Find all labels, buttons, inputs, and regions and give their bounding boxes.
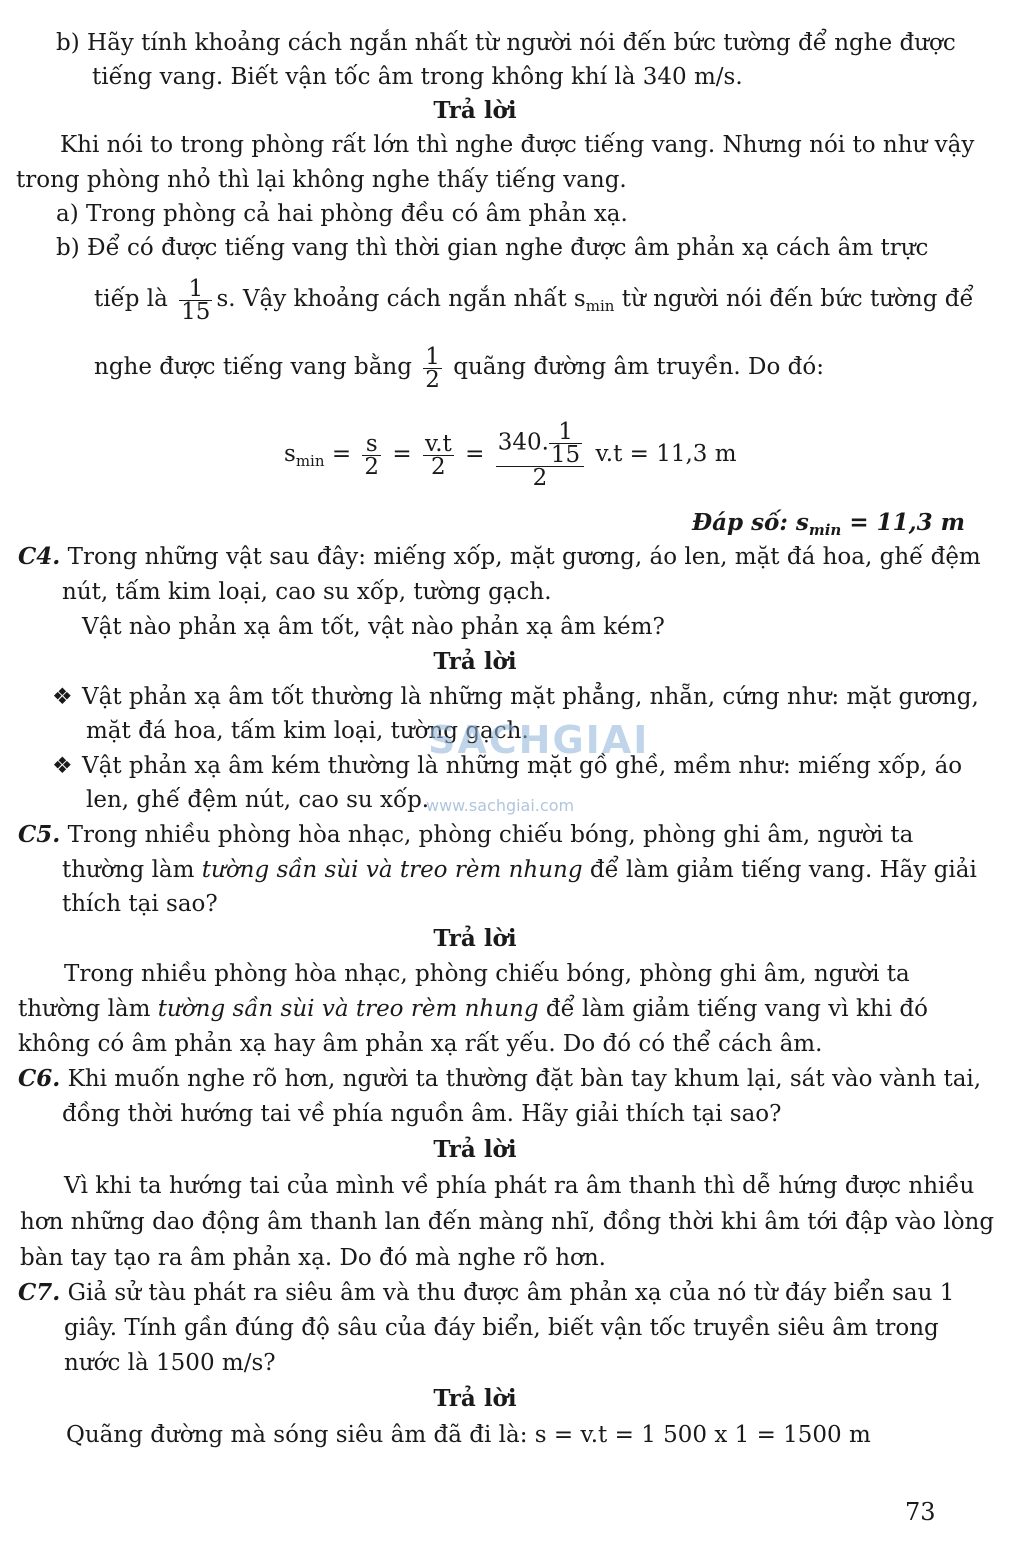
- answer-value: = 11,3 m: [841, 509, 965, 536]
- c6-answer-line-1: Vì khi ta hướng tai của mình về phía phát ra âm thanh thì dễ hứng được nhiều: [64, 1173, 975, 1199]
- c6-line-2: đồng thời hướng tai về phía nguồn âm. Hãy giải thích tại sao?: [62, 1101, 782, 1127]
- text-segment: để làm giảm tiếng vang. Hãy giải: [582, 857, 977, 883]
- fraction-inner: [549, 421, 582, 466]
- numerator-value: 340.: [497, 429, 549, 456]
- question-text: Giả sử tàu phát ra siêu âm và thu được âm phản xạ của nó từ đáy biển sau 1: [67, 1280, 955, 1306]
- diamond-bullet-icon: ❖: [52, 753, 73, 779]
- fraction-one-half: [423, 343, 442, 393]
- fraction-numerator: [496, 421, 585, 467]
- fraction-numerator: s: [362, 433, 381, 456]
- question-label: C7.: [18, 1279, 61, 1306]
- c4-line-3: Vật nào phản xạ âm tốt, vật nào phản xạ âm kém?: [82, 614, 665, 640]
- equals-sign: =: [392, 441, 412, 467]
- c7-line-2: giây. Tính gần đúng độ sâu của đáy biển, biết vận tốc truyền siêu âm trong: [64, 1315, 939, 1341]
- c4-line-1: [18, 542, 981, 572]
- answer-b-line-3: [94, 340, 824, 394]
- text-segment: thường làm: [62, 857, 202, 883]
- fraction-numerator: 1: [425, 343, 440, 370]
- question-text: Trong những vật sau đây: miếng xốp, mặt gương, áo len, mặt đá hoa, ghế đệm: [67, 544, 981, 570]
- c4-line-2: nút, tấm kim loại, cao su xốp, tường gạch.: [62, 579, 552, 605]
- formula-s: s: [284, 441, 296, 467]
- equals-sign: =: [465, 441, 485, 467]
- question-text: Trong nhiều phòng hòa nhạc, phòng chiếu bóng, phòng ghi âm, người ta: [67, 822, 914, 848]
- fraction-denominator: 15: [181, 298, 211, 325]
- page-number: 73: [905, 1498, 936, 1526]
- fraction-denominator: 2: [532, 465, 548, 491]
- c5-answer-line-2: [18, 994, 928, 1024]
- bullet-text: Vật phản xạ âm kém thường là những mặt gồ ghề, mềm như: miếng xốp, áo: [82, 753, 963, 779]
- question-label: C5.: [18, 821, 61, 848]
- formula-smin: [284, 404, 737, 511]
- c4-bullet-1-line-2: mặt đá hoa, tấm kim loại, tường gạch.: [86, 718, 529, 744]
- question-b-line-2: tiếng vang. Biết vận tốc âm trong không khí là 340 m/s.: [92, 64, 743, 90]
- fraction-denominator: 2: [425, 366, 440, 393]
- question-text: Khi muốn nghe rõ hơn, người ta thường đặt bàn tay khum lại, sát vào vành tai,: [67, 1066, 982, 1092]
- text-segment: quãng đường âm truyền. Do đó:: [453, 354, 824, 380]
- answer-label: Đáp số: s: [692, 509, 809, 536]
- c4-bullet-1-line-1: [52, 682, 979, 712]
- text-segment: nghe được tiếng vang bằng: [94, 354, 412, 380]
- text-segment: tiếp là: [94, 286, 168, 312]
- fraction-numerator: 1: [179, 278, 212, 301]
- c7-line-1: [18, 1278, 954, 1308]
- answer-b-line-2: [94, 272, 974, 333]
- fraction-numeric: [496, 421, 585, 489]
- c7-answer-line-1: Quãng đường mà sóng siêu âm đã đi là: s = v.t = 1 500 x 1 = 1500 m: [66, 1422, 871, 1448]
- subscript-min: min: [585, 297, 615, 315]
- question-b-line-1: b) Hãy tính khoảng cách ngắn nhất từ người nói đến bức tường để nghe được: [56, 30, 956, 56]
- fraction-one-fifteenth: [179, 275, 212, 325]
- text-segment: từ người nói đến bức tường để: [614, 286, 974, 312]
- fraction-denominator: 2: [431, 453, 446, 480]
- c4-bullet-2-line-2: len, ghế đệm nút, cao su xốp.: [86, 787, 430, 813]
- fraction-s-over-2: [362, 430, 381, 480]
- question-label: C4.: [18, 543, 61, 570]
- answer-heading-c6: Trả lời: [433, 1136, 517, 1163]
- c5-line-1: [18, 820, 913, 850]
- fraction-vt-over-2: [423, 430, 454, 480]
- text-segment: thường làm: [18, 996, 158, 1022]
- sachgiai-watermark: [418, 718, 658, 818]
- c7-line-3: nước là 1500 m/s?: [64, 1350, 276, 1376]
- c6-line-1: [18, 1064, 981, 1094]
- question-label: C6.: [18, 1065, 61, 1092]
- c6-answer-line-2: hơn những dao động âm thanh lan đến màng nhĩ, đồng thời khi âm tới đập vào lòng: [20, 1209, 995, 1235]
- subscript-min: min: [808, 521, 842, 539]
- formula-tail: v.t = 11,3 m: [595, 441, 737, 467]
- text-segment: để làm giảm tiếng vang vì khi đó: [538, 996, 928, 1022]
- answer-heading-1: Trả lời: [433, 97, 517, 124]
- bullet-text: Vật phản xạ âm tốt thường là những mặt phẳng, nhẵn, cứng như: mặt gương,: [82, 684, 979, 710]
- final-answer: [692, 508, 965, 545]
- answer-paragraph-line-2: trong phòng nhỏ thì lại không nghe thấy tiếng vang.: [16, 167, 627, 193]
- fraction-denominator: 15: [550, 442, 581, 468]
- answer-heading-c4: Trả lời: [433, 648, 517, 675]
- subscript-min: min: [295, 452, 325, 470]
- c5-answer-line-1: Trong nhiều phòng hòa nhạc, phòng chiếu bóng, phòng ghi âm, người ta: [64, 961, 910, 987]
- c5-line-3: thích tại sao?: [62, 891, 218, 917]
- answer-heading-c5: Trả lời: [433, 925, 517, 952]
- answer-a: a) Trong phòng cả hai phòng đều có âm phản xạ.: [56, 201, 628, 227]
- answer-b-line-1: b) Để có được tiếng vang thì thời gian nghe được âm phản xạ cách âm trực: [56, 235, 929, 261]
- fraction-numerator: v.t: [424, 430, 452, 457]
- c6-answer-line-3: bàn tay tạo ra âm phản xạ. Do đó mà nghe rõ hơn.: [20, 1245, 606, 1271]
- fraction-denominator: 2: [364, 453, 380, 480]
- italic-segment: tường sần sùi và treo rèm nhung: [157, 996, 539, 1022]
- fraction-numerator: 1: [549, 421, 582, 444]
- c5-line-2: [62, 855, 977, 885]
- watermark-url: www.sachgiai.com: [426, 796, 575, 815]
- watermark-logo: SACHGIAI: [428, 718, 650, 762]
- equals-sign: =: [331, 441, 352, 467]
- answer-paragraph-line-1: Khi nói to trong phòng rất lớn thì nghe được tiếng vang. Nhưng nói to như vậy: [60, 132, 975, 158]
- answer-heading-c7: Trả lời: [433, 1385, 517, 1412]
- diamond-bullet-icon: ❖: [52, 684, 73, 710]
- text-segment: s. Vậy khoảng cách ngắn nhất s: [216, 286, 586, 312]
- c5-answer-line-3: không có âm phản xạ hay âm phản xạ rất yếu. Do đó có thể cách âm.: [18, 1031, 823, 1057]
- italic-segment: tường sần sùi và treo rèm nhung: [201, 857, 583, 883]
